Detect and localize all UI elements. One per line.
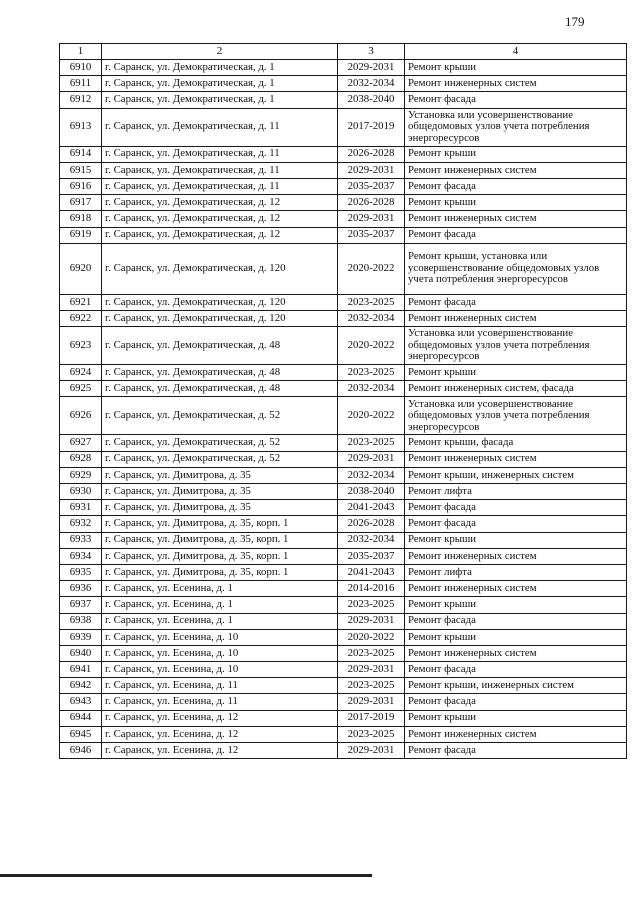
row-period: 2017-2019 [338,108,405,146]
row-address: г. Саранск, ул. Есенина, д. 12 [102,726,338,742]
table-row [60,694,627,710]
table-row [60,581,627,597]
row-address: г. Саранск, ул. Димитрова, д. 35 [102,500,338,516]
row-address: г. Саранск, ул. Демократическая, д. 52 [102,451,338,467]
row-address: г. Саранск, ул. Демократическая, д. 120 [102,294,338,310]
row-number: 6946 [60,743,102,759]
row-address: г. Саранск, ул. Есенина, д. 10 [102,629,338,645]
table-row [60,76,627,92]
row-work-type: Ремонт инженерных систем [405,581,627,597]
table-row [60,327,627,365]
table-row [60,178,627,194]
row-address: г. Саранск, ул. Демократическая, д. 1 [102,76,338,92]
row-period: 2020-2022 [338,243,405,294]
row-period: 2029-2031 [338,743,405,759]
row-number: 6941 [60,662,102,678]
row-period: 2032-2034 [338,381,405,397]
row-address: г. Саранск, ул. Демократическая, д. 12 [102,227,338,243]
row-period: 2026-2028 [338,146,405,162]
row-work-type: Ремонт крыши [405,532,627,548]
row-number: 6911 [60,76,102,92]
row-number: 6926 [60,397,102,435]
table-row [60,146,627,162]
row-period: 2032-2034 [338,532,405,548]
row-address: г. Саранск, ул. Есенина, д. 11 [102,694,338,710]
row-number: 6936 [60,581,102,597]
row-period: 2017-2019 [338,710,405,726]
table-row [60,195,627,211]
row-number: 6916 [60,178,102,194]
row-address: г. Саранск, ул. Демократическая, д. 11 [102,178,338,194]
row-number: 6937 [60,597,102,613]
row-address: г. Саранск, ул. Есенина, д. 10 [102,662,338,678]
table-row [60,162,627,178]
row-work-type: Ремонт крыши, инженерных систем [405,467,627,483]
row-work-type: Ремонт фасада [405,613,627,629]
row-address: г. Саранск, ул. Демократическая, д. 11 [102,108,338,146]
row-number: 6938 [60,613,102,629]
row-address: г. Саранск, ул. Демократическая, д. 48 [102,365,338,381]
row-number: 6913 [60,108,102,146]
row-number: 6940 [60,645,102,661]
column-header-number: 1 [60,44,102,60]
row-address: г. Саранск, ул. Димитрова, д. 35, корп. 1 [102,516,338,532]
row-address: г. Саранск, ул. Есенина, д. 12 [102,710,338,726]
row-work-type: Ремонт инженерных систем [405,162,627,178]
row-address: г. Саранск, ул. Есенина, д. 11 [102,678,338,694]
row-address: г. Саранск, ул. Демократическая, д. 52 [102,435,338,451]
row-number: 6920 [60,243,102,294]
table-row [60,365,627,381]
row-work-type: Ремонт фасада [405,294,627,310]
row-address: г. Саранск, ул. Демократическая, д. 120 [102,310,338,326]
row-period: 2035-2037 [338,548,405,564]
table-row [60,548,627,564]
row-period: 2032-2034 [338,467,405,483]
row-address: г. Саранск, ул. Димитрова, д. 35, корп. 1 [102,548,338,564]
row-work-type: Ремонт фасада [405,662,627,678]
table-row [60,743,627,759]
table-row [60,516,627,532]
row-period: 2020-2022 [338,397,405,435]
row-address: г. Саранск, ул. Демократическая, д. 120 [102,243,338,294]
row-number: 6919 [60,227,102,243]
row-number: 6924 [60,365,102,381]
row-work-type: Ремонт фасада [405,227,627,243]
row-number: 6945 [60,726,102,742]
row-period: 2041-2043 [338,564,405,580]
row-work-type: Ремонт инженерных систем [405,548,627,564]
row-work-type: Ремонт инженерных систем [405,726,627,742]
row-work-type: Ремонт крыши [405,146,627,162]
row-period: 2023-2025 [338,435,405,451]
table-row [60,243,627,294]
row-address: г. Саранск, ул. Демократическая, д. 11 [102,162,338,178]
row-work-type: Ремонт фасада [405,92,627,108]
row-work-type: Ремонт крыши, фасада [405,435,627,451]
row-work-type: Ремонт фасада [405,500,627,516]
row-number: 6935 [60,564,102,580]
row-number: 6912 [60,92,102,108]
row-address: г. Саранск, ул. Демократическая, д. 48 [102,381,338,397]
row-address: г. Саранск, ул. Димитрова, д. 35, корп. 1 [102,564,338,580]
table-row [60,645,627,661]
registry-table [59,43,627,759]
row-number: 6910 [60,60,102,76]
row-number: 6930 [60,484,102,500]
row-work-type: Установка или усовершенствование общедомовых узлов учета потребления энергоресурсов [405,108,627,146]
row-number: 6943 [60,694,102,710]
row-period: 2026-2028 [338,516,405,532]
table-body [60,60,627,759]
row-address: г. Саранск, ул. Димитрова, д. 35 [102,484,338,500]
table-row [60,92,627,108]
table-row [60,564,627,580]
table-row [60,726,627,742]
row-work-type: Установка или усовершенствование общедомовых узлов учета потребления энергоресурсов [405,327,627,365]
row-number: 6944 [60,710,102,726]
row-number: 6929 [60,467,102,483]
row-address: г. Саранск, ул. Димитрова, д. 35, корп. 1 [102,532,338,548]
table-row [60,710,627,726]
row-work-type: Ремонт фасада [405,743,627,759]
row-work-type: Ремонт инженерных систем [405,451,627,467]
row-work-type: Ремонт фасада [405,178,627,194]
row-work-type: Ремонт крыши [405,710,627,726]
table-row [60,227,627,243]
column-header-work: 4 [405,44,627,60]
row-period: 2029-2031 [338,162,405,178]
table-row [60,662,627,678]
column-header-address: 2 [102,44,338,60]
row-number: 6931 [60,500,102,516]
column-header-period: 3 [338,44,405,60]
row-number: 6917 [60,195,102,211]
table-row [60,294,627,310]
row-address: г. Саранск, ул. Демократическая, д. 12 [102,211,338,227]
row-period: 2023-2025 [338,597,405,613]
row-number: 6915 [60,162,102,178]
row-number: 6934 [60,548,102,564]
row-period: 2023-2025 [338,726,405,742]
table-row [60,467,627,483]
table-row [60,532,627,548]
row-period: 2038-2040 [338,484,405,500]
row-period: 2032-2034 [338,76,405,92]
row-period: 2029-2031 [338,694,405,710]
table-row [60,108,627,146]
row-address: г. Саранск, ул. Есенина, д. 1 [102,613,338,629]
table-row [60,500,627,516]
row-work-type: Ремонт крыши [405,629,627,645]
row-number: 6914 [60,146,102,162]
row-number: 6932 [60,516,102,532]
row-period: 2029-2031 [338,662,405,678]
row-work-type: Ремонт инженерных систем [405,310,627,326]
row-work-type: Ремонт крыши [405,597,627,613]
row-period: 2032-2034 [338,310,405,326]
table-header-row [60,44,627,60]
row-period: 2035-2037 [338,227,405,243]
row-period: 2023-2025 [338,294,405,310]
row-period: 2026-2028 [338,195,405,211]
row-address: г. Саранск, ул. Есенина, д. 10 [102,645,338,661]
bottom-rule [0,874,372,877]
row-address: г. Саранск, ул. Демократическая, д. 1 [102,60,338,76]
row-address: г. Саранск, ул. Демократическая, д. 52 [102,397,338,435]
row-period: 2029-2031 [338,211,405,227]
row-address: г. Саранск, ул. Демократическая, д. 11 [102,146,338,162]
table-row [60,597,627,613]
row-number: 6922 [60,310,102,326]
row-number: 6921 [60,294,102,310]
row-work-type: Ремонт крыши [405,365,627,381]
row-period: 2041-2043 [338,500,405,516]
row-number: 6927 [60,435,102,451]
row-work-type: Ремонт лифта [405,484,627,500]
row-work-type: Ремонт инженерных систем, фасада [405,381,627,397]
row-period: 2020-2022 [338,629,405,645]
row-address: г. Саранск, ул. Димитрова, д. 35 [102,467,338,483]
row-period: 2038-2040 [338,92,405,108]
row-number: 6928 [60,451,102,467]
row-work-type: Ремонт лифта [405,564,627,580]
row-period: 2023-2025 [338,678,405,694]
row-address: г. Саранск, ул. Демократическая, д. 1 [102,92,338,108]
row-work-type: Ремонт крыши [405,60,627,76]
row-address: г. Саранск, ул. Демократическая, д. 12 [102,195,338,211]
row-work-type: Ремонт крыши, установка или усовершенствование общедомовых узлов учета потребления энергоресурсов [405,243,627,294]
row-number: 6918 [60,211,102,227]
row-address: г. Саранск, ул. Есенина, д. 1 [102,597,338,613]
row-work-type: Ремонт крыши, инженерных систем [405,678,627,694]
row-period: 2035-2037 [338,178,405,194]
table-row [60,397,627,435]
table-row [60,60,627,76]
table-row [60,451,627,467]
row-period: 2014-2016 [338,581,405,597]
row-period: 2029-2031 [338,613,405,629]
row-period: 2020-2022 [338,327,405,365]
row-number: 6925 [60,381,102,397]
row-work-type: Ремонт крыши [405,195,627,211]
row-work-type: Ремонт инженерных систем [405,645,627,661]
row-address: г. Саранск, ул. Есенина, д. 1 [102,581,338,597]
row-period: 2023-2025 [338,365,405,381]
row-address: г. Саранск, ул. Есенина, д. 12 [102,743,338,759]
row-address: г. Саранск, ул. Демократическая, д. 48 [102,327,338,365]
table-row [60,310,627,326]
row-number: 6933 [60,532,102,548]
row-work-type: Установка или усовершенствование общедомовых узлов учета потребления энергоресурсов [405,397,627,435]
row-work-type: Ремонт инженерных систем [405,76,627,92]
row-period: 2029-2031 [338,451,405,467]
table-row [60,484,627,500]
table-row [60,629,627,645]
table-row [60,678,627,694]
row-work-type: Ремонт фасада [405,516,627,532]
table-row [60,435,627,451]
row-number: 6939 [60,629,102,645]
row-period: 2023-2025 [338,645,405,661]
row-period: 2029-2031 [338,60,405,76]
table-row [60,613,627,629]
row-number: 6942 [60,678,102,694]
table-row [60,381,627,397]
row-work-type: Ремонт фасада [405,694,627,710]
page-number: 179 [565,14,585,29]
row-work-type: Ремонт инженерных систем [405,211,627,227]
table-row [60,211,627,227]
row-number: 6923 [60,327,102,365]
